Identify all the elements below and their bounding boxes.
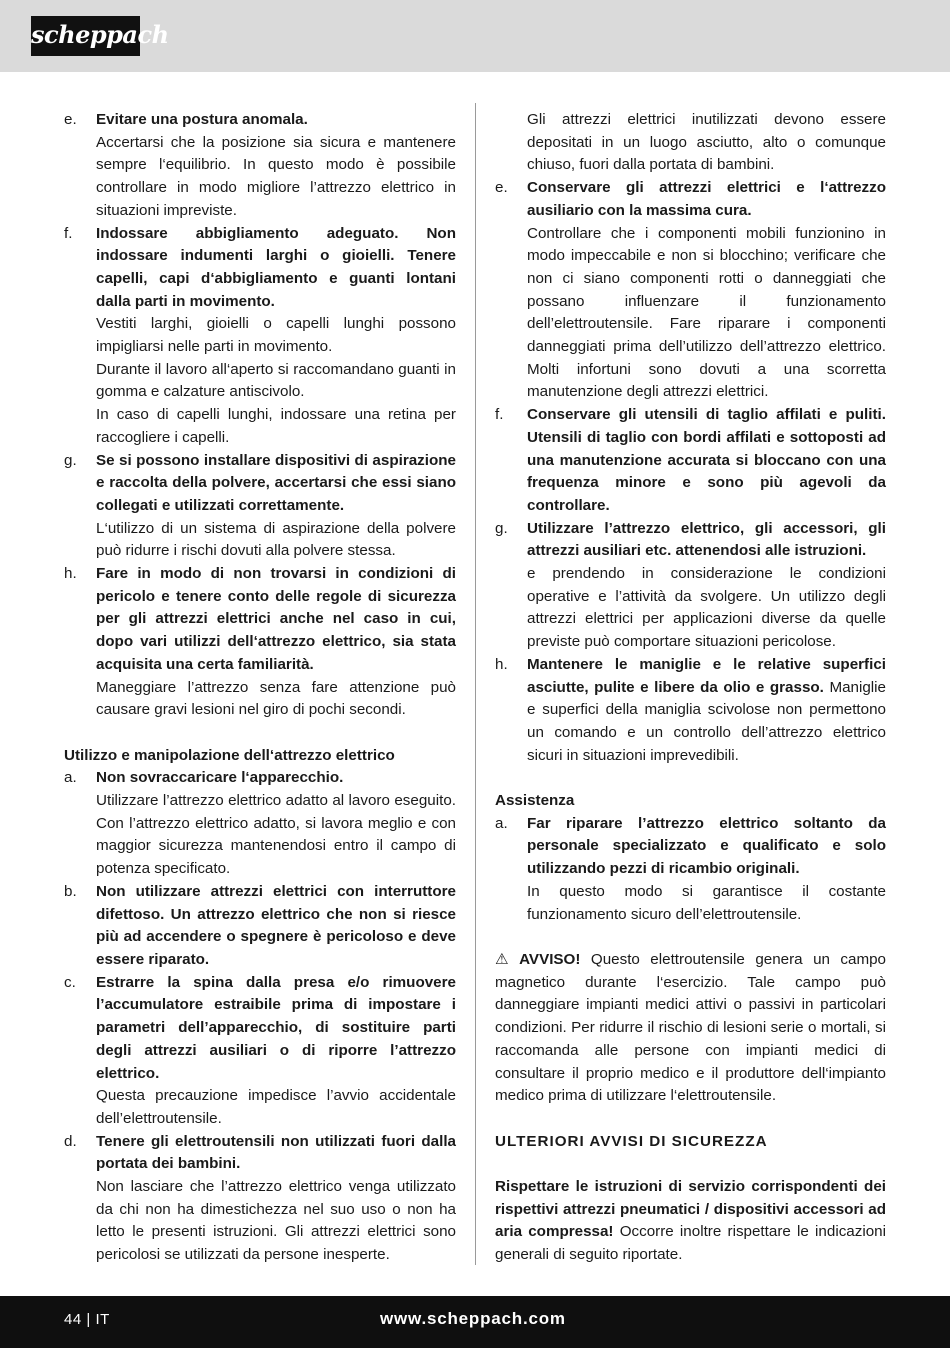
- spacer: [495, 926, 886, 949]
- item-text: Questa precauzione impedisce l’avvio accidentale dell’elettroutensile.: [96, 1087, 456, 1127]
- item-text: Non lasciare che l’attrezzo elettrico venga utilizzato da chi non ha dimestichezza nel suo uso o non ha letto le presenti istruzioni. Gli attrezzi elettrici sono pericolosi se utilizzati da persone inesperte.: [96, 1178, 456, 1264]
- item-marker: f.: [495, 406, 504, 424]
- warning-triangle-icon: ⚠: [495, 950, 509, 968]
- item-text: Controllare che i componenti mobili funzionino in modo impeccabile e non si blocchino; verificare che non ci siano componenti rotti o danneggiati che possano influenzare il funzionamento dell’elettroutensile. Fare riparare i componenti danneggiati prima dell’utilizzo dell’attrezzo elettrico. Molti infortuni sono dovuti a una scorretta manutenzione degli attrezzi elettrici.: [527, 224, 886, 401]
- item-heading: Tenere gli elettroutensili non utilizzati fuori dalla portata dei bambini.: [96, 1132, 456, 1173]
- item-heading: Se si possono installare dispositivi di aspirazione e raccolta della polvere, accertarsi che essi siano collegati e utilizzati correttamente.: [96, 451, 456, 514]
- page-separator: |: [86, 1311, 91, 1328]
- item-heading: Non sovraccaricare l‘apparecchio.: [96, 769, 344, 787]
- spacer: [495, 767, 886, 790]
- item-text: e prendendo in considerazione le condizioni operative e l’attività da svolgere. Un utilizzo degli attrezzi elettrici per applicazioni diverse da quelle previste può comportare situazioni pericolose.: [527, 565, 886, 651]
- item-text: L‘utilizzo di un sistema di aspirazione della polvere può ridurre i rischi dovuti alla polvere stessa.: [96, 519, 456, 560]
- item-heading: Conservare gli utensili di taglio affilati e puliti. Utensili di taglio con bordi affilati e sottoposti ad una manutenzione accurata si bloccano con una frequenza minore e sono più agevoli da controllare.: [527, 406, 886, 514]
- scheppach-logo: scheppach: [31, 16, 140, 56]
- item-marker: d.: [64, 1132, 77, 1150]
- item-marker: e.: [495, 179, 508, 197]
- list-item-g: [64, 450, 456, 564]
- item-marker: h.: [64, 565, 77, 583]
- item-marker: h.: [495, 655, 508, 673]
- item-marker: a.: [64, 769, 77, 787]
- website-link[interactable]: www.scheppach.com: [380, 1309, 566, 1328]
- item-marker: c.: [64, 973, 76, 991]
- item-text: Maniglie e superfici della maniglia scivolose non permettono un comando e un controllo dell’attrezzo elettrico sicuri in situazioni imprevedibili.: [527, 678, 886, 764]
- further-warnings-title: ULTERIORI AVVISI DI SICUREZZA: [495, 1132, 768, 1150]
- item-text: Vestiti larghi, gioielli o capelli lunghi possono impigliarsi nelle parti in movimento.: [96, 315, 456, 356]
- item-heading: Conservare gli attrezzi elettrici e l‘attrezzo ausiliario con la massima cura.: [527, 179, 886, 219]
- final-paragraph: [495, 1176, 886, 1267]
- right-column: [495, 109, 886, 1267]
- item-marker: b.: [64, 882, 77, 900]
- list-item-d: [64, 1131, 456, 1267]
- final-bold-text: Rispettare le istruzioni di servizio corrispondenti dei rispettivi attrezzi pneumatici / dispositivi accessori ad aria compressa!: [495, 1177, 886, 1241]
- item-heading: Indossare abbigliamento adeguato. Non indossare indumenti larghi o gioielli. Tenere capelli, capi d‘abbigliamento e guanti lontani dalla parti in movimento.: [96, 224, 456, 310]
- item-text: Durante il lavoro all‘aperto si raccomandano guanti in gomma e calzature antiscivolo.: [96, 360, 456, 401]
- spacer: [495, 1108, 886, 1131]
- item-marker: e.: [64, 111, 77, 128]
- page-number: 44: [64, 1311, 82, 1328]
- item-marker: f.: [64, 224, 73, 242]
- item-marker: g.: [64, 451, 77, 469]
- left-column: [64, 109, 456, 1267]
- list-item-h: [64, 563, 456, 722]
- column-divider: [475, 103, 476, 1265]
- spacer: [64, 722, 456, 745]
- item-paragraph: [527, 654, 886, 768]
- final-text: Occorre inoltre rispettare le indicazioni generali di seguito riportate.: [495, 1223, 886, 1264]
- item-text: In questo modo si garantisce il costante funzionamento sicuro dell’elettroutensile.: [527, 882, 886, 923]
- item-heading: Non utilizzare attrezzi elettrici con interruttore difettoso. Un attrezzo elettrico che non si riesce più ad accendere o spegnere è pericoloso e deve essere riparato.: [96, 882, 456, 968]
- section-title-assistance: Assistenza: [495, 792, 575, 810]
- item-marker: a.: [495, 814, 508, 832]
- language-code: IT: [95, 1311, 110, 1328]
- item-text: Utilizzare l’attrezzo elettrico adatto al lavoro eseguito. Con l’attrezzo elettrico adatto, si lavora meglio e con maggior sicurezza mantenendosi entro il campo di potenza specificato.: [96, 792, 456, 878]
- item-heading: Estrarre la spina dalla presa e/o rimuovere l’accumulatore estraibile prima di impostare i parametri dell’apparecchio, di sostituire parti degli attrezzi ausiliari o di riporre l’attrezzo elettrico.: [96, 973, 456, 1082]
- warning-label: AVVISO!: [519, 950, 581, 968]
- spacer: [495, 1153, 886, 1176]
- item-marker: g.: [495, 519, 508, 537]
- list-item-a: [64, 767, 456, 881]
- section-title-usage: Utilizzo e manipolazione dell‘attrezzo elettrico: [64, 746, 395, 764]
- footer-bar: [0, 1296, 950, 1348]
- list-item-continuation: [495, 109, 886, 177]
- item-heading: Mantenere le maniglie e le relative superfici asciutte, pulite e libere da olio e grasso.: [527, 655, 886, 696]
- item-text: Accertarsi che la posizione sia sicura e mantenere sempre l‘equilibrio. In questo modo è possibile controllare in modo migliore l’attrezzo elettrico in situazioni impreviste.: [96, 133, 456, 219]
- list-item-a: [495, 813, 886, 927]
- item-text: Maneggiare l’attrezzo senza fare attenzione può causare gravi lesioni nel giro di pochi secondi.: [96, 678, 456, 719]
- list-item-f: [64, 223, 456, 450]
- warning-paragraph: [495, 949, 886, 1108]
- item-heading: Fare in modo di non trovarsi in condizioni di pericolo e tenere conto delle regole di sicurezza per gli attrezzi elettrici anche nel caso in cui, dopo vari utilizzi dell‘attrezzo elettrico, sia stata acquisita una certa familiarità.: [96, 565, 456, 673]
- item-text: In caso di capelli lunghi, indossare una retina per raccogliere i capelli.: [96, 406, 456, 446]
- header-bar: [0, 0, 950, 72]
- list-item-c: [64, 972, 456, 1131]
- page-indicator: [64, 1311, 110, 1328]
- item-heading: Evitare una postura anomala.: [96, 111, 308, 128]
- list-item-g: [495, 518, 886, 654]
- warning-text: Questo elettroutensile genera un campo magnetico durante l‘esercizio. Tale campo può danneggiare impianti medici attivi o passivi in particolari condizioni. Per ridurre il rischio di lesioni serie o mortali, si raccomanda alle persone con impianti medici di consultare il proprio medico e il produttore dell‘impianto medico prima di utilizzare l‘elettroutensile.: [495, 950, 886, 1105]
- list-item-f: [495, 404, 886, 518]
- item-text: Gli attrezzi elettrici inutilizzati devono essere depositati in un luogo asciutto, alto o comunque chiuso, fuori dalla portata di bambini.: [527, 111, 886, 174]
- list-item-e: [64, 109, 456, 223]
- list-item-e: [495, 177, 886, 404]
- item-heading: Far riparare l’attrezzo elettrico soltanto da personale specializzato e qualificato e solo utilizzando pezzi di ricambio originali.: [527, 814, 886, 878]
- list-item-h: [495, 654, 886, 768]
- list-item-b: [64, 881, 456, 972]
- item-heading: Utilizzare l’attrezzo elettrico, gli accessori, gli attrezzi ausiliari etc. attenendosi alle istruzioni.: [527, 519, 886, 560]
